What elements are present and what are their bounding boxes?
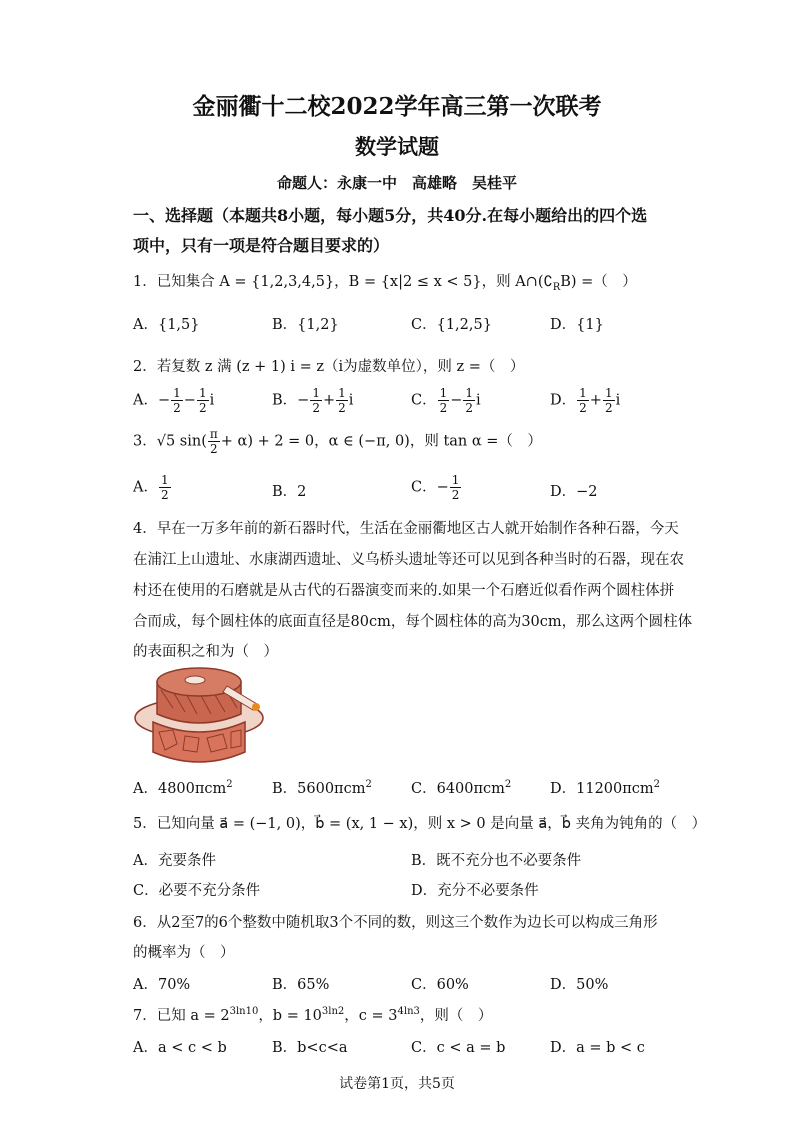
q5-option-d: D．充分不必要条件 <box>411 883 539 899</box>
fraction: $\frac{1}{2}$ <box>312 386 320 415</box>
q4-option-c: C．6400πcm$^2$ <box>411 779 512 797</box>
page-footer: 试卷第1页，共5页 <box>339 1076 455 1092</box>
millstone-image <box>133 660 265 765</box>
fraction: $\frac{1}{2}$ <box>465 386 474 415</box>
q1-option-d: D．{1} <box>550 317 604 333</box>
fraction: $\frac{1}{2}$ <box>439 386 448 415</box>
q3-option-d: D．−2 <box>550 484 598 500</box>
q6-option-b: B．65% <box>272 977 330 993</box>
q7-option-d: D．a = b < c <box>550 1040 645 1056</box>
q6-option-c: C．60% <box>411 977 469 993</box>
q5-option-b: B．既不充分也不必要条件 <box>411 853 582 869</box>
q4-option-d: D．11200πcm$^2$ <box>550 779 661 797</box>
question-4-line-2: 在浦江上山遗址、水康湖西遗址、义乌桥头遗址等还可以见到各种当时的石器，现在农 <box>133 552 684 568</box>
q1-option-c: C．{1,2,5} <box>411 317 492 333</box>
q7-option-b: B．b<c<a <box>272 1040 348 1056</box>
question-4-line-3: 村还在使用的石磨就是从古代的石器演变而来的.如果一个石磨近似看作两个圆柱体拼 <box>133 583 675 599</box>
authors-line: 命题人：永康一中 高雄略 吴桂平 <box>276 174 517 192</box>
exam-subtitle: 数学试题 <box>355 134 439 159</box>
question-6-line-1: 6．从2至7的6个整数中随机取3个不同的数，则这三个数作为边长可以构成三角形 <box>133 915 658 931</box>
q3-option-c: C．− $\frac{1}{2}$ <box>411 473 460 502</box>
millstone-hole <box>185 676 205 684</box>
q5-option-a: A．充要条件 <box>133 853 216 869</box>
q2-option-a: A．− $\frac{1}{2}$ − $\frac{1}{2}$ i <box>133 386 215 415</box>
q2-option-d: D． $\frac{1}{2}$ + $\frac{1}{2}$ i <box>550 386 621 415</box>
fraction: $\frac{1}{2}$ <box>173 386 181 415</box>
q7-option-a: A．a < c < b <box>133 1040 227 1056</box>
question-7-stem: 7．已知 $a = 2^{3ln10}$，$b = 10^{3ln2}$，$c = 3^{4ln3}$，则（ ） <box>133 1006 493 1024</box>
question-3-stem: 3．√5 sin( $\frac{\pi}{2}$ + α) + 2 = 0，α ∈ (−π, 0)，则 tan α =（ ） <box>133 427 542 456</box>
q7-option-c: C．c < a = b <box>411 1040 506 1056</box>
question-4-line-4: 合而成，每个圆柱体的底面直径是80cm，每个圆柱体的高为30cm，那么这两个圆柱体 <box>133 614 693 630</box>
fraction: $\frac{\pi}{2}$ <box>209 427 218 456</box>
q6-option-a: A．70% <box>133 977 191 993</box>
q4-option-b: B．5600πcm$^2$ <box>272 779 372 797</box>
section-heading-line2: 项中，只有一项是符合题目要求的） <box>133 236 390 255</box>
question-6-line-2: 的概率为（ ） <box>133 945 235 961</box>
fraction: $\frac{1}{2}$ <box>604 386 613 415</box>
handle-tip <box>252 703 260 711</box>
q1-option-b: B．{1,2} <box>272 317 339 333</box>
exam-title: 金丽衢十二校2022学年高三第一次联考 <box>192 93 602 120</box>
q4-option-a: A．4800πcm$^2$ <box>133 779 233 797</box>
q5-option-c: C．必要不充分条件 <box>133 883 261 899</box>
q3-option-a: A． $\frac{1}{2}$ <box>133 473 169 502</box>
section-heading-line1: 一、选择题（本题共8小题，每小题5分，共40分.在每小题给出的四个选 <box>133 206 648 225</box>
question-4-line-5: 的表面积之和为（ ） <box>133 644 278 660</box>
q2-option-c: C． $\frac{1}{2}$ − $\frac{1}{2}$ i <box>411 386 481 415</box>
fraction: $\frac{1}{2}$ <box>160 473 169 502</box>
fraction: $\frac{1}{2}$ <box>451 473 460 502</box>
question-4-line-1: 4．早在一万多年前的新石器时代，生活在金丽衢地区古人就开始制作各种石器，今天 <box>133 521 679 537</box>
question-1-stem: 1．已知集合 A = {1,2,3,4,5}，B = {x|2 ≤ x < 5}，则 $A\cap(∁_RB)$ =（ ） <box>133 274 637 293</box>
question-2-stem: 2．若复数 z 满 (z + 1) i = z（i为虚数单位），则 z =（ ） <box>133 359 525 375</box>
fraction: $\frac{1}{2}$ <box>198 386 207 415</box>
q3-option-b: B．2 <box>272 484 307 500</box>
q6-option-d: D．50% <box>550 977 609 993</box>
fraction: $\frac{1}{2}$ <box>338 386 346 415</box>
fraction: $\frac{1}{2}$ <box>579 386 587 415</box>
q2-option-b: B．− $\frac{1}{2}$ + $\frac{1}{2}$ i <box>272 386 354 415</box>
q1-option-a: A．{1,5} <box>133 317 200 333</box>
question-5-stem: 5．已知向量 a⃗ = (−1, 0)，b⃗ = (x, 1 − x)，则 x > 0 是向量 a⃗，b⃗ 夹角为钝角的（ ） <box>133 816 707 832</box>
